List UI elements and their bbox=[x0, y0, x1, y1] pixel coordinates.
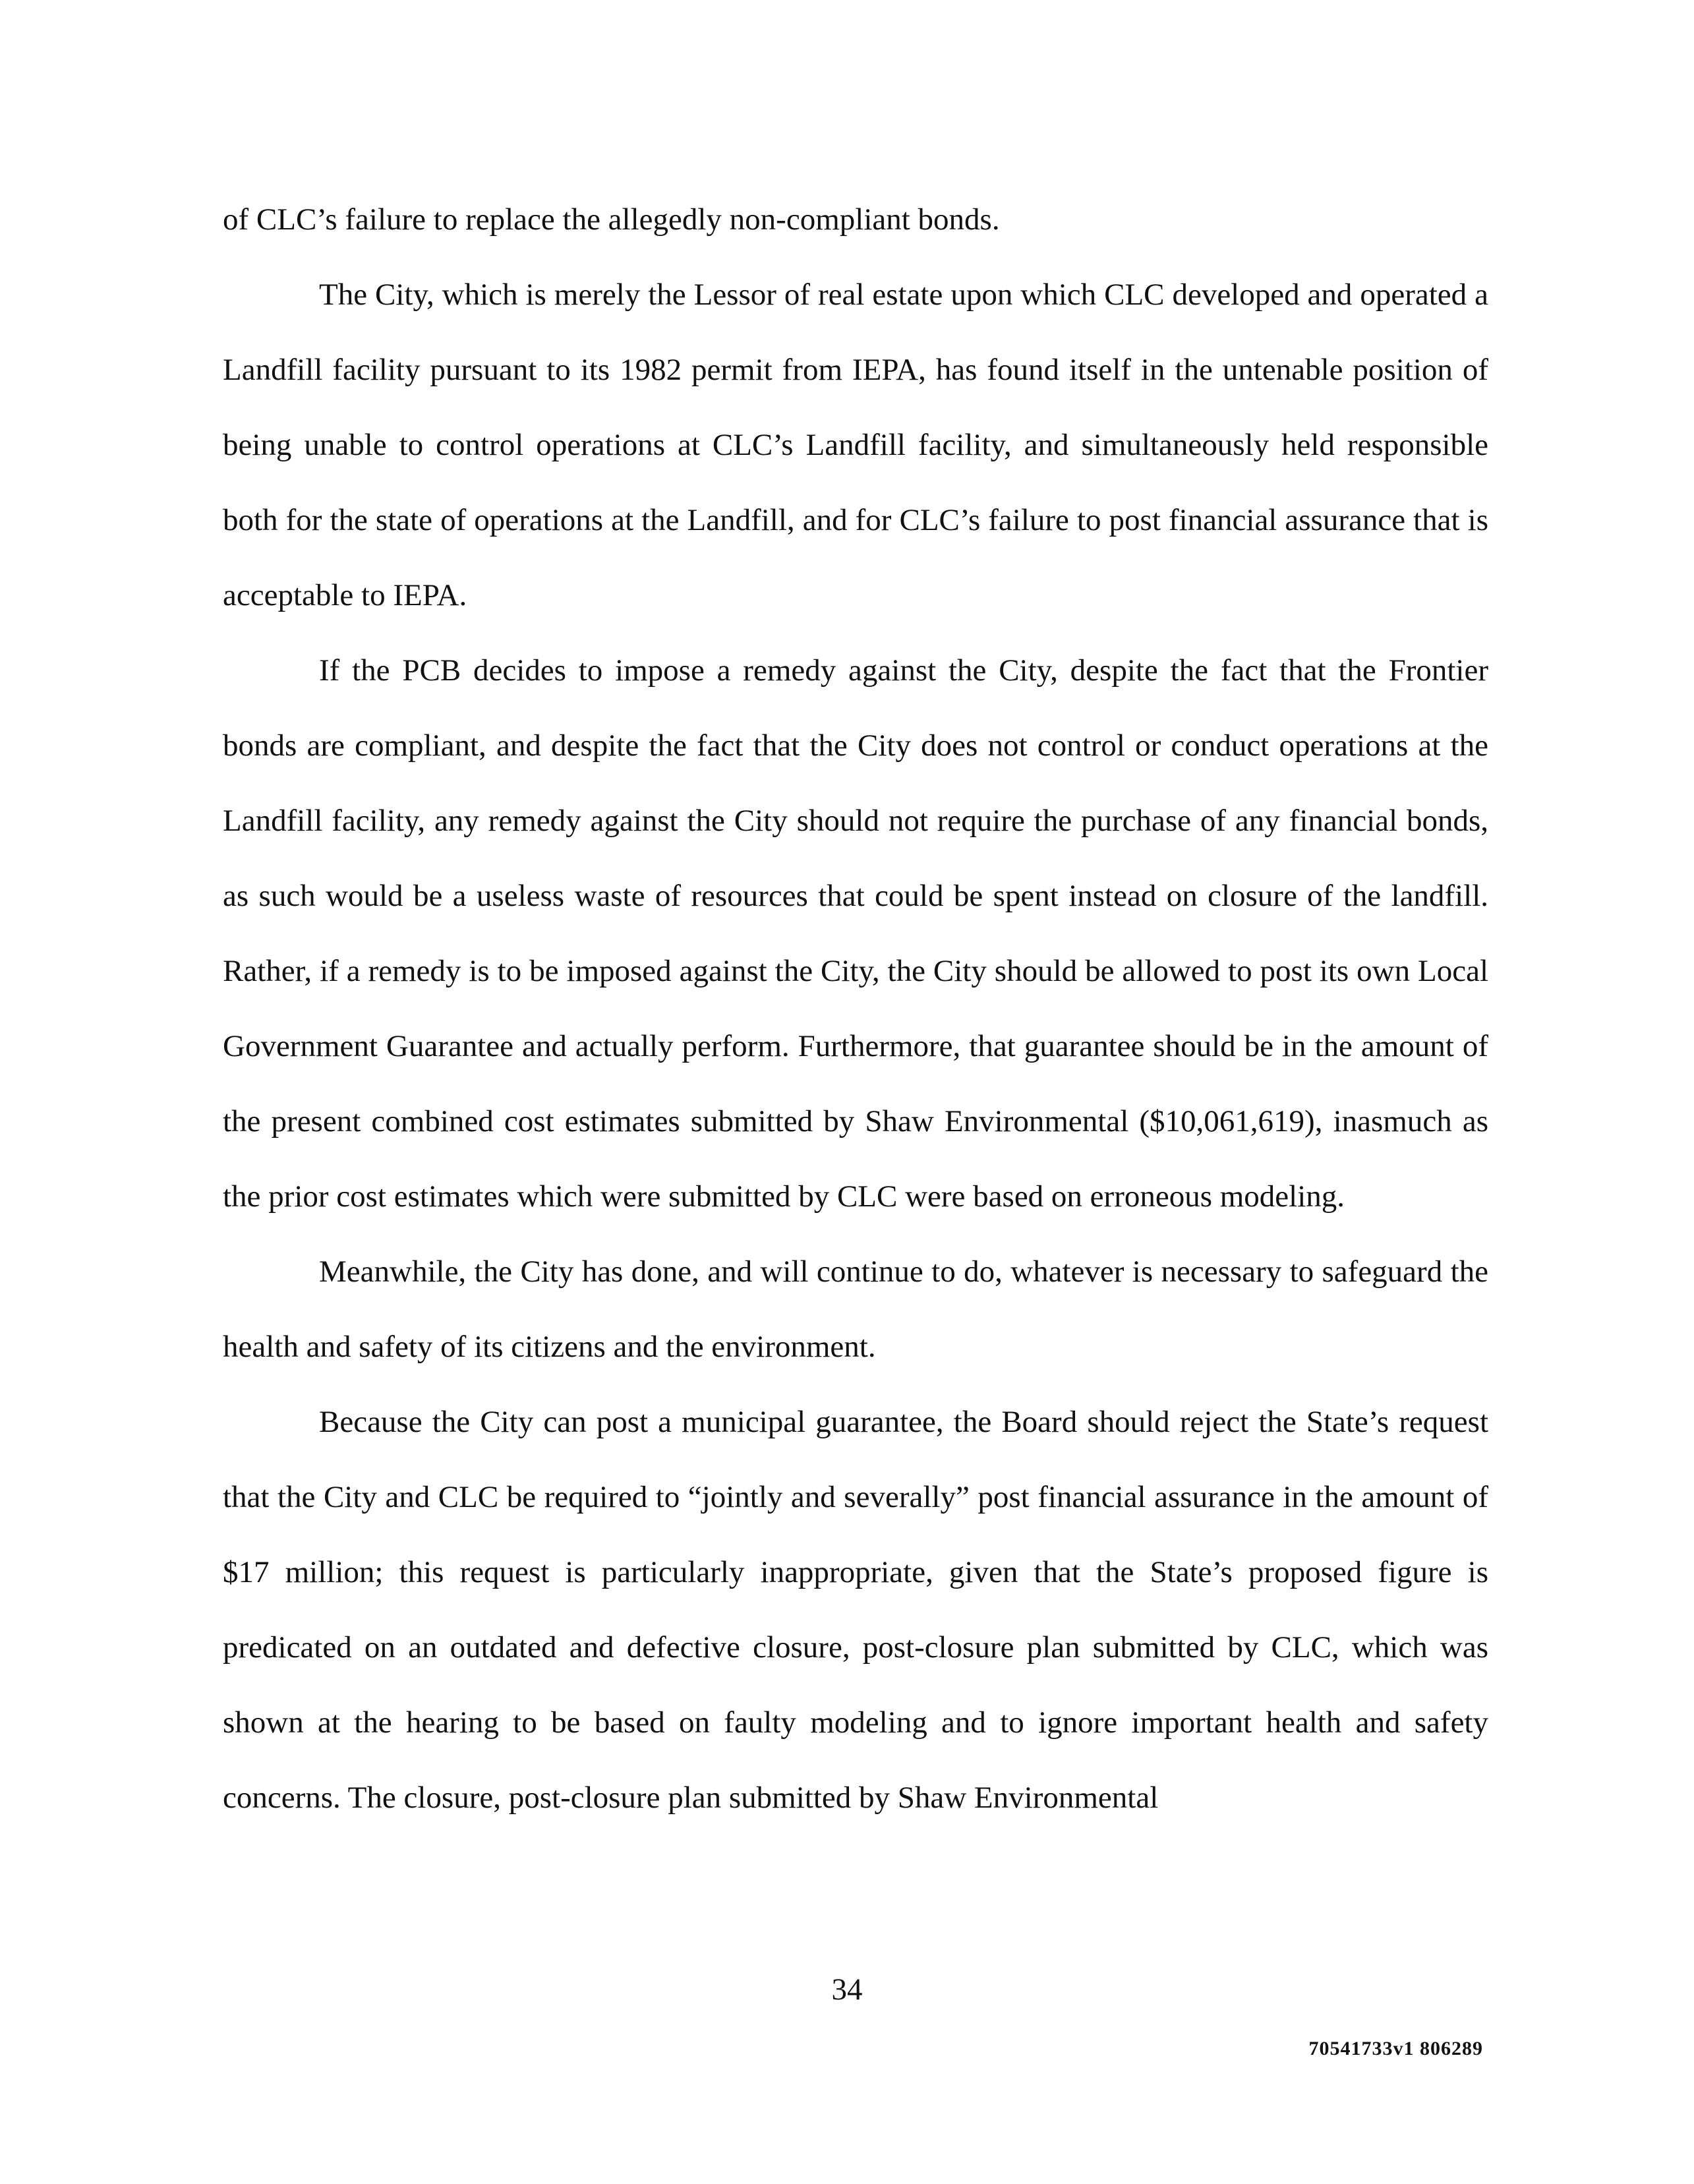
page-number: 34 bbox=[831, 1972, 863, 2007]
document-id: 70541733v1 806289 bbox=[1308, 2038, 1483, 2059]
paragraph-municipal-guarantee: Because the City can post a municipal guarantee, the Board should reject the State’s request that the City and CLC be required to “jointly and severally” post financial assurance in the amount of $17 million; this request is particularly inappropriate, given that the State’s proposed figure is predicated on an outdated and defective closure, post-closure plan submitted by CLC, which was shown at the hearing to be based on faulty modeling and to ignore important health and safety concerns. The closure, post-closure plan submitted by Shaw Environmental bbox=[223, 1405, 1488, 1815]
paragraph-continuation: of CLC’s failure to replace the allegedly non-compliant bonds. bbox=[223, 202, 1000, 237]
paragraph-pcb-remedy: If the PCB decides to impose a remedy against the City, despite the fact that the Frontier bonds are compliant, and despite the fact that the City does not control or conduct operations at the Landfill facility, any remedy against the City should not require the purchase of any financial bonds, as such would be a useless waste of resources that could be spent instead on closure of the landfill. Rather, if a remedy is to be imposed against the City, the City should be allowed to post its own Local Government Guarantee and actually perform. Furthermore, that guarantee should be in the amount of the present combined cost estimates submitted by Shaw Environmental ($10,061,619), inasmuch as the prior cost estimates which were submitted by CLC were based on erroneous modeling. bbox=[223, 653, 1488, 1214]
paragraph-city-lessor: The City, which is merely the Lessor of real estate upon which CLC developed and operated a Landfill facility pursuant to its 1982 permit from IEPA, has found itself in the untenable position of being unable to control operations at CLC’s Landfill facility, and simultaneously held responsible both for the state of operations at the Landfill, and for CLC’s failure to post financial assurance that is acceptable to IEPA. bbox=[223, 278, 1488, 612]
body-text bbox=[223, 182, 1488, 1835]
paragraph-meanwhile: Meanwhile, the City has done, and will continue to do, whatever is necessary to safeguard the health and safety of its citizens and the environment. bbox=[223, 1254, 1488, 1364]
